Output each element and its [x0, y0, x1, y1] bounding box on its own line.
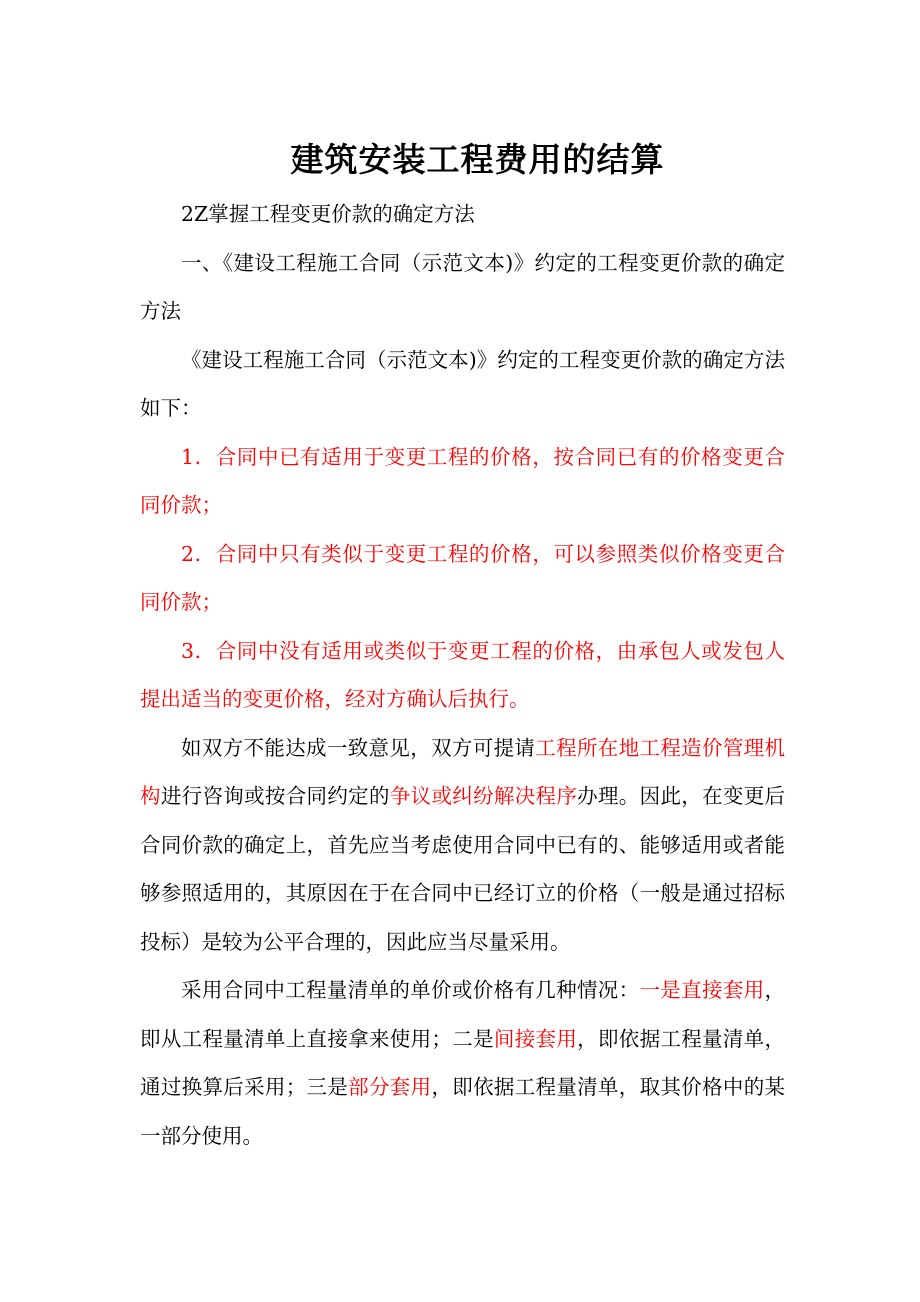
usage-text-3: ，即依据工程量清单，通过换算后采用；三是 [140, 1026, 786, 1099]
subtitle: 2Z掌握工程变更价款的确定方法 [181, 202, 475, 226]
rule-3: 3．合同中没有适用或类似于变更工程的价格，由承包人或发包人提出适当的变更价格，经对方确认后执行。 [140, 638, 785, 711]
usage-text-4: ，即依据工程量清单，取其价格中的某一部分使用。 [140, 1075, 786, 1148]
usage-highlight-direct: 一是直接套用 [639, 978, 765, 1002]
dispute-text-1: 如双方不能达成一致意见，双方可提请 [181, 735, 536, 760]
dispute-highlight-procedure: 争议或纠纷解决程序 [389, 784, 578, 808]
usage-text-1: 采用合同中工程量清单的单价或价格有几种情况： [181, 978, 640, 1002]
section-heading: 一、《建设工程施工合同（示范文本)》约定的工程变更价款的确定方法 [140, 250, 785, 323]
dispute-text-3: 办理。因此，在变更后合同价款的确定上，首先应当考虑使用合同中已有的、能够适用或者能够参照适用的，其原因在于在合同中已经订立的价格（一般是通过招标投标）是较为公平合理的，因此应当尽量采用。 [140, 784, 786, 954]
usage-paragraph [140, 966, 785, 1160]
rule-1: 1．合同中已有适用于变更工程的价格，按合同已有的价格变更合同价款； [140, 444, 785, 517]
usage-highlight-indirect: 间接套用 [493, 1026, 578, 1051]
rule-2: 2．合同中只有类似于变更工程的价格，可以参照类似价格变更合同价款； [140, 541, 785, 614]
intro-paragraph: 《建设工程施工合同（示范文本)》约定的工程变更价款的确定方法如下： [140, 347, 785, 420]
dispute-paragraph [140, 724, 785, 967]
document-title: 建筑安装工程费用的结算 [290, 140, 665, 179]
dispute-highlight-agency: 工程所在地工程造价管理机构 [140, 735, 786, 808]
dispute-text-2: 进行咨询或按合同约定的 [160, 784, 390, 808]
usage-highlight-partial: 部分套用 [348, 1075, 432, 1099]
usage-text-2: ，即从工程量清单上直接拿来使用；二是 [140, 978, 786, 1051]
document-page [140, 130, 785, 1160]
